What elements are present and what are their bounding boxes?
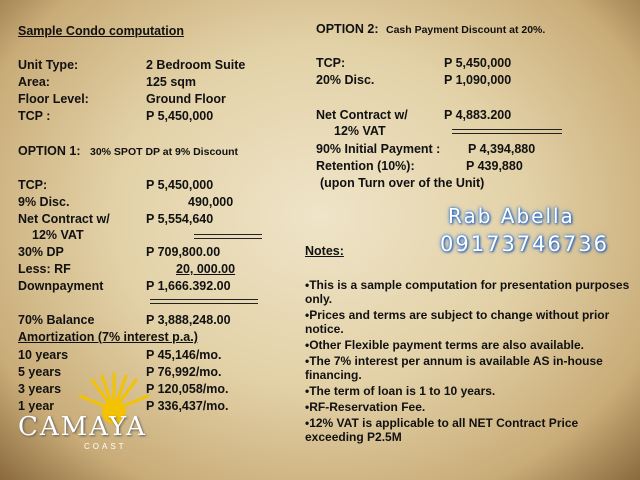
option1-heading-label: OPTION 1:	[18, 144, 81, 158]
note-item: •RF-Reservation Fee.	[305, 400, 426, 414]
option2-tcp-value: P 5,450,000	[444, 56, 512, 70]
option2-retention-note: (upon Turn over of the Unit)	[320, 176, 485, 190]
option1-dp-value: P 709,800.00	[146, 245, 221, 259]
contact-name: Rab Abella	[448, 204, 575, 228]
option2-tcp-label: TCP:	[316, 56, 346, 70]
option2-disc-value: P 1,090,000	[444, 73, 512, 87]
option1-rf-value: 20, 000.00	[176, 262, 236, 276]
unit-type-value: 2 Bedroom Suite	[146, 58, 246, 72]
option1-net-label: Net Contract w/	[18, 212, 110, 226]
note-item: •The 7% interest per annum is available AS in-house financing.	[305, 354, 603, 382]
note-item: •Prices and terms are subject to change without prior notice.	[305, 308, 610, 336]
double-rule	[194, 234, 262, 239]
note-item: •The term of loan is 1 to 10 years.	[305, 384, 496, 398]
option1-disc-label: 9% Disc.	[18, 195, 70, 209]
note-item: •Other Flexible payment terms are also available.	[305, 338, 584, 352]
camaya-logo	[14, 370, 174, 460]
amort-term: 1 year	[18, 399, 55, 413]
floor-level-label: Floor Level:	[18, 92, 89, 106]
notes-heading: Notes:	[305, 244, 344, 258]
option2-initial-value: P 4,394,880	[468, 142, 536, 156]
option2-net-label: Net Contract w/	[316, 108, 408, 122]
option1-downpayment-value: P 1,666.392.00	[146, 279, 231, 293]
note-item: •12% VAT is applicable to all NET Contract Price exceeding P2.5M	[305, 416, 579, 444]
amort-value: P 76,992/mo.	[146, 365, 222, 379]
option1-heading	[18, 144, 238, 160]
floor-level-value: Ground Floor	[146, 92, 226, 106]
option2-heading-detail: Cash Payment Discount at 20%.	[386, 24, 546, 36]
amort-term: 5 years	[18, 365, 62, 379]
option1-heading-detail: 30% SPOT DP at 9% Discount	[90, 146, 239, 158]
option2-net-vat-label: 12% VAT	[334, 124, 386, 138]
amort-value: P 336,437/mo.	[146, 399, 229, 413]
note-item: •This is a sample computation for presentation purposes only.	[305, 278, 630, 306]
amortization-heading: Amortization (7% interest p.a.)	[18, 330, 198, 344]
area-value: 125 sqm	[146, 75, 197, 89]
double-rule	[452, 129, 562, 134]
option2-initial-label: 90% Initial Payment :	[316, 142, 441, 156]
unit-type-label: Unit Type:	[18, 58, 79, 72]
option2-net-value: P 4,883.200	[444, 108, 512, 122]
area-label: Area:	[18, 75, 50, 89]
amort-term: 3 years	[18, 382, 62, 396]
option1-tcp-value: P 5,450,000	[146, 178, 214, 192]
amort-term: 10 years	[18, 348, 69, 362]
option2-disc-label: 20% Disc.	[316, 73, 375, 87]
logo-subtext: COAST	[84, 442, 127, 451]
option2-retention-label: Retention (10%):	[316, 159, 415, 173]
notes-list	[305, 278, 635, 446]
option2-retention-value: P 439,880	[466, 159, 523, 173]
option1-dp-label: 30% DP	[18, 245, 64, 259]
option1-tcp-label: TCP:	[18, 178, 48, 192]
option1-disc-value: 490,000	[188, 195, 234, 209]
option1-balance-label: 70% Balance	[18, 313, 95, 327]
option1-rf-label: Less: RF	[18, 262, 71, 276]
tcp-value: P 5,450,000	[146, 109, 214, 123]
option2-heading	[316, 22, 545, 38]
amort-value: P 45,146/mo.	[146, 348, 222, 362]
option2-heading-label: OPTION 2:	[316, 22, 379, 36]
amort-value: P 120,058/mo.	[146, 382, 229, 396]
option1-net-value: P 5,554,640	[146, 212, 214, 226]
contact-phone: 09173746736	[440, 232, 609, 256]
tcp-label: TCP :	[18, 109, 51, 123]
page-title: Sample Condo computation	[18, 24, 184, 38]
option1-downpayment-label: Downpayment	[18, 279, 104, 293]
logo-text: CAMAYA	[18, 412, 147, 442]
double-rule	[150, 299, 258, 304]
option1-balance-value: P 3,888,248.00	[146, 313, 231, 327]
option1-net-vat-label: 12% VAT	[32, 228, 84, 242]
